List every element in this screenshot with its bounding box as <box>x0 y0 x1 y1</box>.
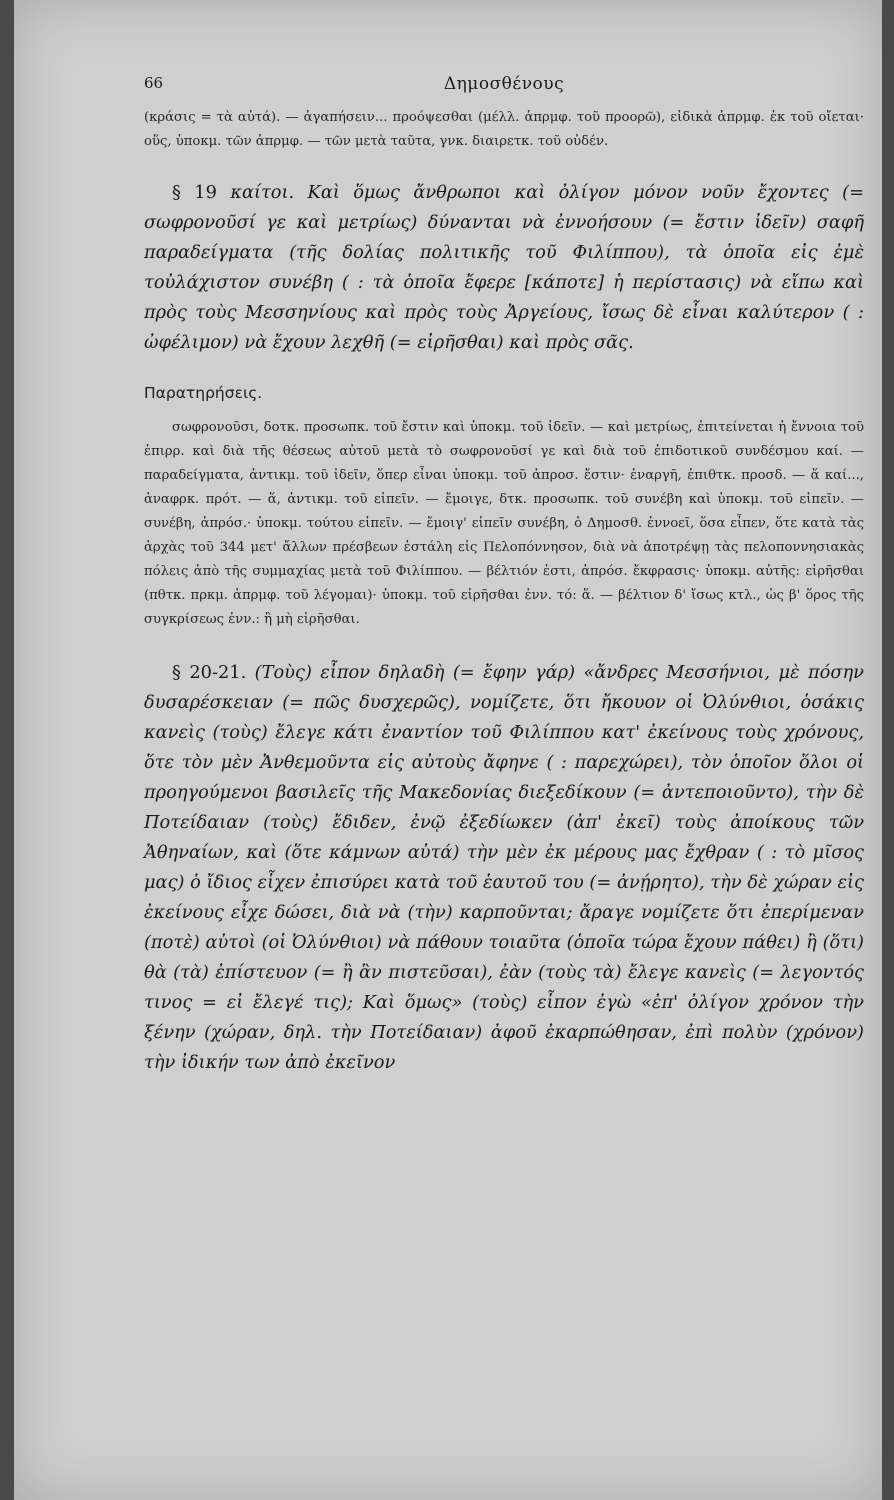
section-20-text: (Τοὺς) εἶπον δηλαδὴ (= ἔφην γάρ) «ἄνδρες Μεσσήνιοι, μὲ πόσην δυσαρέσκειαν (= πῶς δυσχερῶς), νομίζετε, ὅτι ἤκουον οἱ Ὀλύνθιοι, ὁσάκις κανεὶς (τοὺς) ἔλεγε κάτι ἐναντίον τοῦ Φιλίππου κατ' ἐκείνους τοὺς χρόνους, ὅτε τὸν μὲν Ἀνθεμοῦντα εἰς αὐτοὺς ἄφηνε ( : παρεχώρει), τὸν ὁποῖον ὅλοι οἱ προηγούμενοι βασιλεῖς τῆς Μακεδονίας διεξεδίκουν (= ἀντεποιοῦντο), τὴν δὲ Ποτείδαιαν (τοὺς) ἔδιδεν, ἐνῷ ἐξεδίωκεν (ἀπ' ἐκεῖ) τοὺς ἀποίκους τῶν Ἀθηναίων, καὶ (ὅτε κάμνων αὐτά) τὴν μὲν ἐκ μέρους μας ἔχθραν ( : τὸ μῖσος μας) ὁ ἴδιος εἶχεν ἐπισύρει κατὰ τοῦ ἑαυτοῦ του (= ἀνῄρητο), τὴν δὲ χώραν εἰς ἐκείνους εἶχε δώσει, διὰ νὰ (τὴν) καρποῦνται; ἄραγε νομίζετε ὅτι ἐπερίμεναν (ποτὲ) αὐτοὶ (οἱ Ὀλύνθιοι) νὰ πάθουν τοιαῦτα (ὁποῖα τώρα ἔχουν πάθει) ἢ (ὅτι) θὰ (τὰ) ἐπίστευον (= ἢ ἂν πιστεῦσαι), ἐὰν (τοὺς τὰ) ἔλεγε κανεὶς (= λεγοντός τινος = εἰ ἔλεγέ τις); Καὶ ὅμως» (τοὺς) εἶπον ἐγὼ «ἐπ' ὀλίγον χρόνον τὴν ξένην (χώραν, δηλ. τὴν Ποτείδαιαν) ἀφοῦ ἐκαρπώθησαν, ἐπὶ πολὺν (χρόνον) τὴν ἰδικήν των ἀπὸ ἐκεῖνον <box>144 662 864 1073</box>
page-header <box>144 56 864 96</box>
section-19-text: καίτοι. Καὶ ὅμως ἄνθρωποι καὶ ὀλίγον μόνον νοῦν ἔχοντες (= σωφρονοῦσί γε καὶ μετρίως) δύνανται νὰ ἐννοήσουν (= ἔστιν ἰδεῖν) σαφῆ παραδείγματα (τῆς δολίας πολιτικῆς τοῦ Φιλίππου), τὰ ὁποῖα εἰς ἐμὲ τοὐλάχιστον συνέβη ( : τὰ ὁποῖα ἔφερε [κάποτε] ἡ περίστασις) νὰ εἴπω καὶ πρὸς τοὺς Μεσσηνίους καὶ πρὸς τοὺς Ἀργείους, ἴσως δὲ εἶναι καλύτερον ( : ὠφέλιμον) νὰ ἔχουν λεχθῆ (= εἰρῆσθαι) καὶ πρὸς σᾶς. <box>144 182 864 353</box>
page-number: 66 <box>144 74 164 92</box>
note-top-paragraph: (κράσις = τὰ αὐτά). — ἀγαπήσειν... προόψεσθαι (μέλλ. ἀπρμφ. τοῦ προορῶ), εἰδικὰ ἀπρμφ. ἐκ τοῦ οἴεται· οὕς, ὑποκμ. τῶν ἀπρμφ. — τῶν μετὰ ταῦτα, γνκ. διαιρετκ. τοῦ οὐδέν. <box>144 110 864 149</box>
page-content <box>144 56 864 1078</box>
running-title: Δημοσθένους <box>443 74 565 94</box>
book-page <box>14 0 882 1500</box>
section-20-paragraph <box>144 658 864 1078</box>
observations-heading: Παρατηρήσεις. <box>144 384 263 402</box>
section-19-paragraph <box>144 178 864 358</box>
section-20-number: § 20-21. <box>172 662 247 683</box>
section-19-number: § 19 <box>172 182 217 203</box>
observations-paragraph: σωφρονοῦσι, δοτκ. προσωπκ. τοῦ ἔστιν καὶ ὑποκμ. τοῦ ἰδεῖν. — καὶ μετρίως, ἐπιτείνεται ἡ ἔννοια τοῦ ἐπιρρ. καὶ διὰ τῆς θέσεως αὐτοῦ μετὰ τὸ σωφρονοῦσί γε καὶ διὰ τοῦ ἐπιδοτικοῦ συνδέσμου καί. — παραδείγματα, ἀντικμ. τοῦ ἰδεῖν, ὅπερ εἶναι ὑποκμ. τοῦ ἀπροσ. ἔστιν· ἐναργῆ, ἐπιθτκ. προσδ. — ἅ καί..., ἀναφρκ. πρότ. — ἅ, ἀντικμ. τοῦ εἰπεῖν. — ἔμοιγε, δτκ. προσωπκ. τοῦ συνέβη καὶ ὑποκμ. τοῦ εἰπεῖν. — συνέβη, ἀπρόσ.· ὑποκμ. τούτου εἰπεῖν. — ἔμοιγ' εἰπεῖν συνέβη, ὁ Δημοσθ. ἐννοεῖ, ὅσα εἶπεν, ὅτε κατὰ τὰς ἀρχὰς τοῦ 344 μετ' ἄλλων πρέσβεων ἐστάλη εἰς Πελοπόννησον, διὰ νὰ ἀποτρέψῃ τὰς πελοποννησιακὰς πόλεις ἀπὸ τῆς συμμαχίας μετὰ τοῦ Φιλίππου. — βέλτιόν ἐστι, ἀπρόσ. ἔκφρασις· ὑποκμ. αὐτῆς: εἰρῆσθαι (πθτκ. πρκμ. ἀπρμφ. τοῦ λέγομαι)· ὑποκμ. τοῦ εἰρῆσθαι ἐνν. τό: ἅ. — βέλτιον δ' ἴσως κτλ., ὡς β' ὅρος τῆς συγκρίσεως ἐνν.: ἢ μὴ εἰρῆσθαι. <box>144 420 864 627</box>
